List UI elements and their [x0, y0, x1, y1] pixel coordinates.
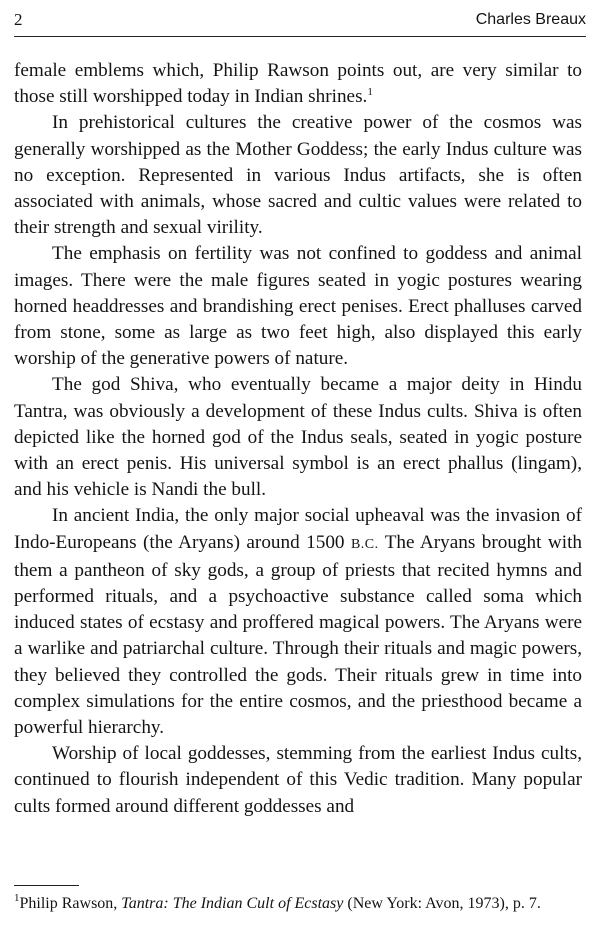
footnote-book-title: Tantra: The Indian Cult of Ecstasy: [121, 895, 344, 912]
running-header: [14, 8, 586, 32]
body-text: [14, 58, 582, 820]
era-abbreviation: B.C.: [350, 536, 379, 552]
paragraph-4: The god Shiva, who eventually became a major deity in Hindu Tantra, was obviously a development of these Indus cults. Shiva is often depicted like the horned god of the Indus seals, seated in yogic posture with an erect penis. His universal symbol is an erect phallus (lingam), and his vehicle is Nandi the bull.: [14, 374, 582, 501]
paragraph-1: [14, 58, 582, 110]
paragraph-6: Worship of local goddesses, stemming from the earliest Indus cults, continued to flourish independent of this Vedic tradition. Many popular cults formed around different goddesses and: [14, 743, 582, 817]
header-rule: [14, 36, 586, 37]
footnote-author: Philip Rawson,: [19, 895, 122, 912]
running-head-author: Charles Breaux: [475, 11, 586, 28]
footnote: [14, 893, 582, 915]
footnote-marker: 1: [14, 892, 20, 904]
paragraph-1-text: female emblems which, Philip Rawson points out, are very similar to those still worshipped today in Indian shrines.: [14, 60, 582, 108]
paragraph-3: The emphasis on fertility was not confined to goddess and animal images. There were the male figures seated in yogic postures wearing horned headdresses and brandishing erect penises. Erect phalluses carved from stone, some as large as two feet high, also displayed this early worship of the generative powers of nature.: [14, 243, 582, 370]
paragraph-2: In prehistorical cultures the creative power of the cosmos was generally worshipped as the Mother Goddess; the early Indus culture was no exception. Represented in various Indus artifacts, she is often associated with animals, whose sacred and cultic values were related to their strength and sexual virility.: [14, 112, 582, 239]
paragraph-5: [14, 503, 582, 741]
footnote-reference: 1: [367, 86, 373, 99]
paragraph-5-text-a: In ancient India, the only major social upheaval was the invasion of Indo-Europeans (the Aryans) around 1500: [14, 505, 582, 553]
page-number: 2: [14, 10, 23, 29]
footnote-rule: [14, 885, 79, 886]
paragraph-5-text-b: The Aryans brought with them a pantheon of sky gods, a group of priests that recited hymns and performed rituals, and a psychoactive substance called soma which induced states of ecstasy and proffered magical powers. The Aryans were a warlike and patriarchal culture. Through their rituals and magic powers, they believed they controlled the gods. Their rituals grew in time into complex simulations for the entire cosmos, and the priesthood became a powerful hierarchy.: [14, 531, 582, 739]
footnote-publication: (New York: Avon, 1973), p. 7.: [343, 895, 541, 912]
